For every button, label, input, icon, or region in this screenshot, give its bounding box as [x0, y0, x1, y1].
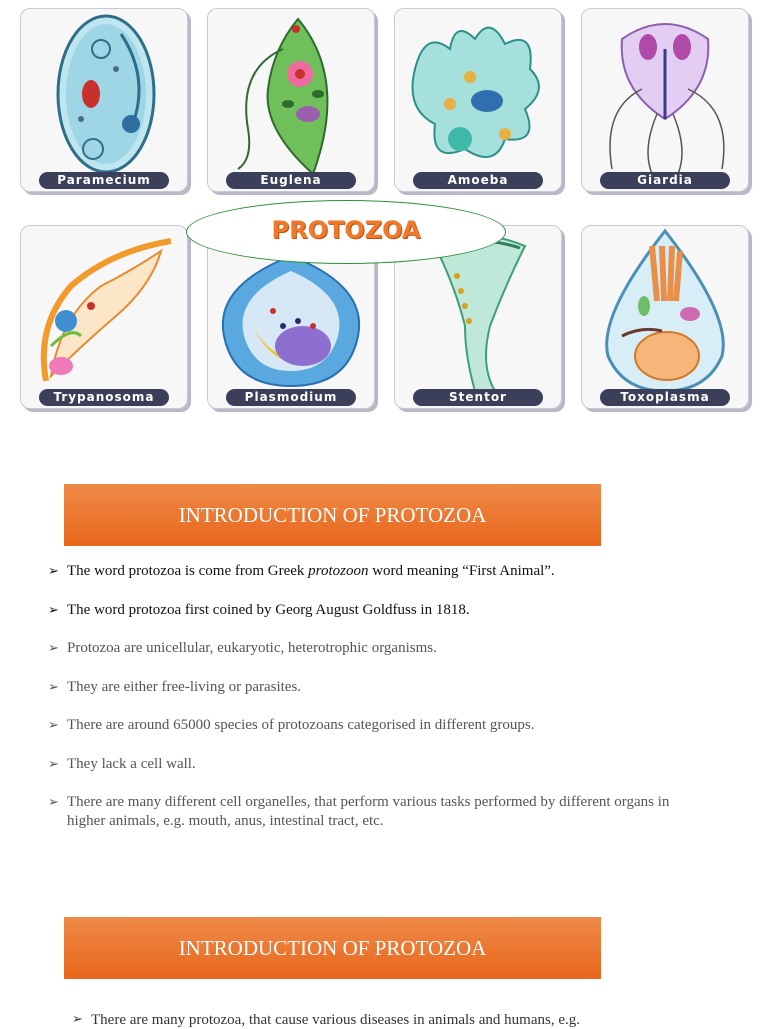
- arrow-bullet-icon: ➢: [48, 564, 59, 579]
- list-item: ➢ There are around 65000 species of protozoans categorised in different groups.: [48, 717, 535, 733]
- section-heading: INTRODUCTION OF PROTOZOA: [178, 502, 487, 527]
- section-heading: INTRODUCTION OF PROTOZOA: [178, 935, 487, 960]
- organism-label: Amoeba: [413, 172, 543, 189]
- card-euglena: [207, 8, 375, 192]
- list-item: ➢ Protozoa are unicellular, eukaryotic, heterotrophic organisms.: [48, 640, 437, 656]
- organism-label: Euglena: [226, 172, 356, 189]
- organism-label: Paramecium: [39, 172, 169, 189]
- card-paramecium: [20, 8, 188, 192]
- paramecium-illustration-icon: [21, 9, 187, 179]
- arrow-bullet-icon: ➢: [72, 1012, 83, 1027]
- euglena-illustration-icon: [208, 9, 374, 179]
- amoeba-illustration-icon: [395, 9, 561, 179]
- organism-label: Stentor: [413, 389, 543, 406]
- arrow-bullet-icon: ➢: [48, 756, 59, 772]
- card-amoeba: [394, 8, 562, 192]
- list-item: ➢ There are many different cell organelles, that perform various tasks performed by different organs in higher animals, e.g. mouth, anus, intestinal tract, etc.: [48, 794, 670, 829]
- organism-label: Giardia: [600, 172, 730, 189]
- arrow-bullet-icon: ➢: [48, 641, 59, 656]
- cut-off-list-item: ➢ There are many protozoa, that cause various diseases in animals and humans, e.g.: [72, 1012, 581, 1028]
- organism-label: Toxoplasma: [600, 389, 730, 406]
- arrow-bullet-icon: ➢: [48, 602, 59, 618]
- card-trypanosoma: [20, 225, 188, 409]
- section-heading-banner: [64, 484, 601, 546]
- arrow-bullet-icon: ➢: [48, 718, 59, 733]
- card-giardia: [581, 8, 749, 192]
- trypanosoma-illustration-icon: [21, 226, 187, 396]
- organism-label: Trypanosoma: [39, 389, 169, 406]
- list-item: ➢ The word protozoa first coined by Georg August Goldfuss in 1818.: [48, 601, 470, 618]
- second-heading-banner: [64, 917, 601, 979]
- list-item: ➢ They lack a cell wall.: [48, 755, 196, 772]
- organism-label: Plasmodium: [226, 389, 356, 406]
- intro-points-list: [48, 562, 688, 851]
- list-item: ➢ They are either free-living or parasites.: [48, 678, 302, 695]
- arrow-bullet-icon: ➢: [48, 679, 59, 695]
- list-item: ➢ The word protozoa is come from Greek protozoon word meaning “First Animal”.: [48, 563, 555, 579]
- protozoa-title: PROTOZOA: [271, 216, 421, 244]
- toxoplasma-illustration-icon: [582, 226, 748, 396]
- protozoa-title-ellipse: [186, 200, 506, 264]
- card-toxoplasma: [581, 225, 749, 409]
- arrow-bullet-icon: ➢: [48, 795, 59, 810]
- giardia-illustration-icon: [582, 9, 748, 179]
